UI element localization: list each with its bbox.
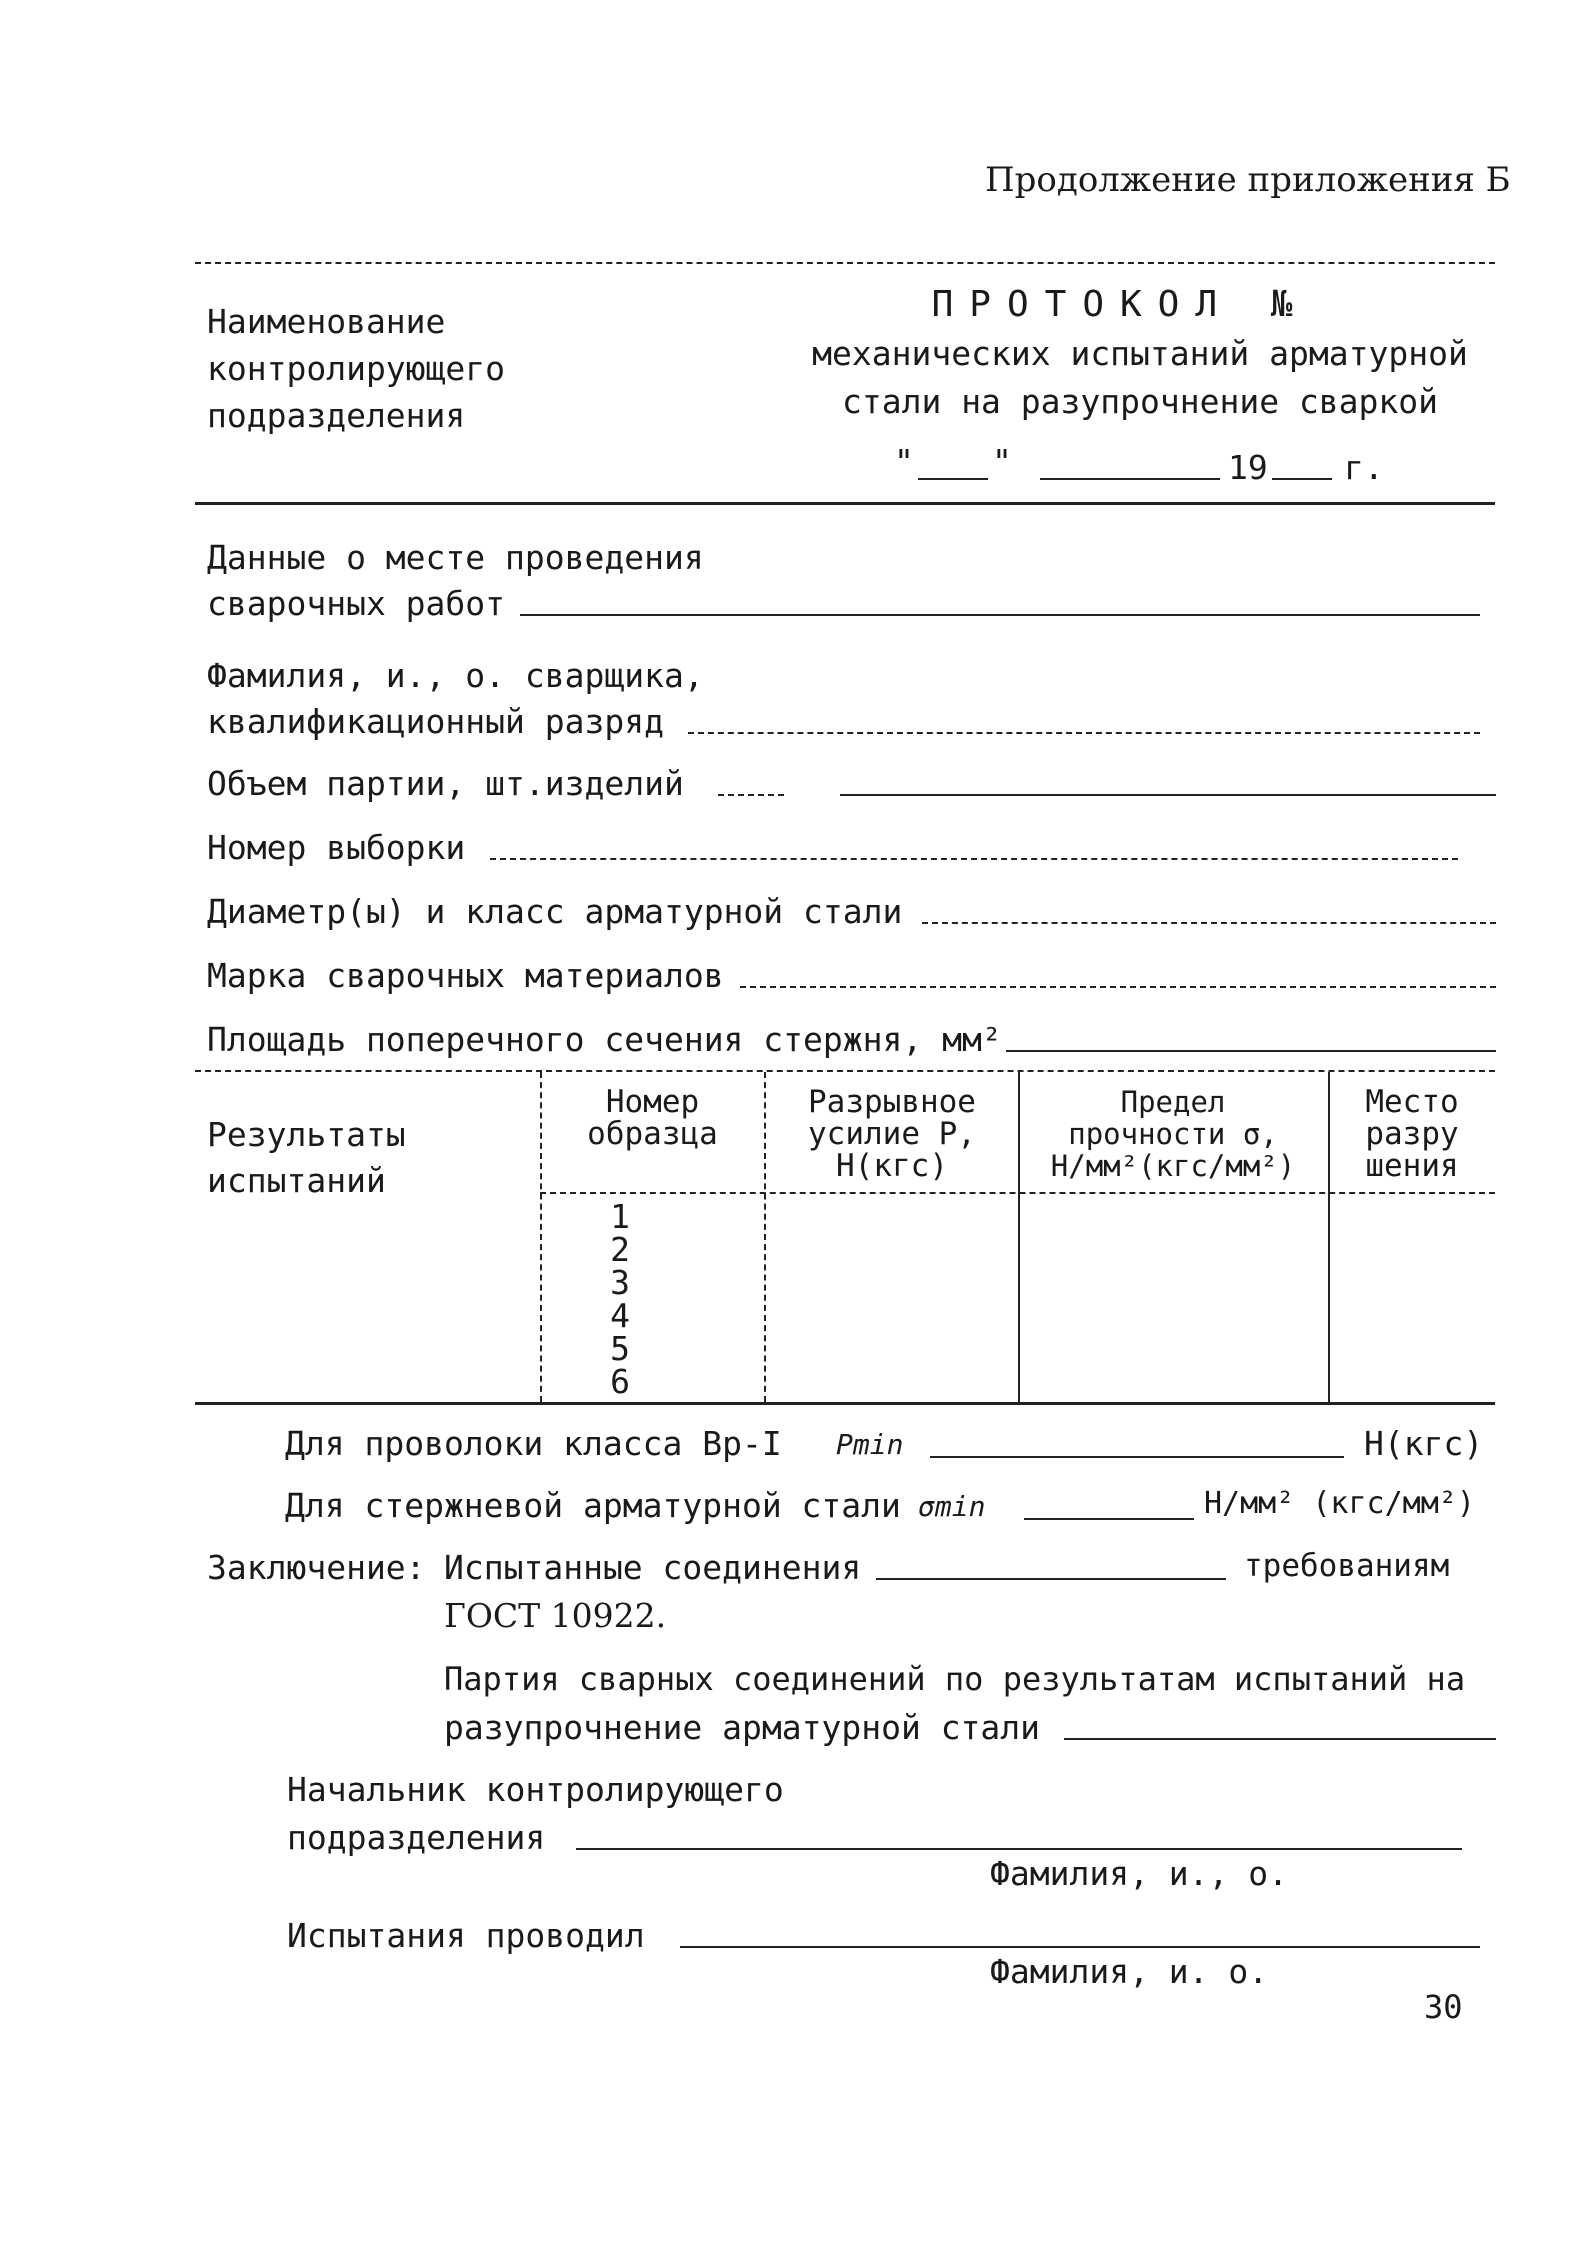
conclusion-text-1: Испытанные соединения: [444, 1548, 862, 1587]
protocol-subtitle-2: стали на разупрочнение сваркой: [841, 382, 1439, 421]
table-top-rule: [195, 1070, 1495, 1072]
protocol-title: ПРОТОКОЛ №: [931, 284, 1309, 325]
date-year-field[interactable]: [1272, 478, 1332, 480]
place-label-line2: сварочных работ: [207, 584, 506, 623]
sample-number: 3: [610, 1263, 630, 1302]
batch-field[interactable]: [840, 794, 1496, 796]
head-signature-field[interactable]: [576, 1848, 1462, 1850]
sample-number: 1: [610, 1197, 630, 1236]
column-header-strength-line2: прочности σ,: [1068, 1117, 1278, 1151]
column-header-sample: [545, 1086, 760, 1150]
sample-number: 5: [610, 1329, 630, 1368]
head-signature-label-line1: Начальник контролирующего: [287, 1770, 784, 1809]
batch-label: Объем партии, шт.изделий: [207, 764, 684, 803]
rod-criterion-label: Для стержневой арматурной стали: [285, 1486, 901, 1525]
date-month-field[interactable]: [1040, 478, 1220, 480]
conclusion-text-2: ГОСТ 10922.: [444, 1596, 667, 1635]
date-quote-open: ": [894, 442, 914, 481]
place-label-line1: Данные о месте проведения: [207, 538, 704, 577]
organization-label-line2: контролирующего: [207, 349, 506, 388]
head-signature-caption: Фамилия, и., о.: [990, 1854, 1289, 1893]
table-vline-2: [764, 1072, 766, 1402]
table-header-rule: [540, 1192, 1495, 1194]
tester-signature-caption: Фамилия, и. о.: [990, 1952, 1269, 1991]
tester-signature-field[interactable]: [680, 1946, 1480, 1948]
rod-criterion-symbol: σmin: [918, 1490, 986, 1523]
sample-field[interactable]: [490, 858, 1458, 860]
column-header-strength-line1: Предел: [1120, 1085, 1226, 1119]
conclusion-text-1-end: требованиям: [1244, 1548, 1450, 1584]
column-header-force-line1: Разрывное: [808, 1084, 976, 1120]
welder-label-line1: Фамилия, и., о. сварщика,: [207, 656, 704, 695]
date-day-field[interactable]: [918, 478, 988, 480]
column-header-force: [770, 1086, 1014, 1182]
area-label: Площадь поперечного сечения стержня, мм²: [207, 1020, 1002, 1059]
wire-criterion-label: Для проволоки класса Вр-I: [285, 1424, 782, 1463]
organization-label-line3: подразделения: [207, 396, 466, 435]
results-label-line2: испытаний: [207, 1161, 386, 1200]
page-number: 30: [1424, 1988, 1463, 2026]
table-vline-1: [540, 1072, 542, 1402]
diameter-label: Диаметр(ы) и класс арматурной стали: [207, 892, 903, 931]
rod-criterion-unit: Н/мм² (кгс/мм²): [1204, 1486, 1475, 1521]
rod-criterion-field[interactable]: [1024, 1518, 1194, 1520]
column-header-sample-line2: образца: [587, 1116, 718, 1152]
conclusion-compliance-field[interactable]: [876, 1578, 1226, 1580]
wire-criterion-unit: Н(кгс): [1364, 1424, 1484, 1463]
brand-field[interactable]: [740, 986, 1496, 988]
column-header-fracture: [1332, 1086, 1492, 1182]
column-header-force-line2: усилие Р,: [808, 1116, 976, 1152]
tester-signature-label: Испытания проводил: [287, 1916, 645, 1955]
brand-label: Марка сварочных материалов: [207, 956, 724, 995]
sample-number-list: [590, 1197, 650, 1401]
column-header-force-line3: Н(кгс): [836, 1148, 948, 1184]
date-quote-close: ": [992, 442, 1012, 481]
sample-number: 6: [610, 1362, 630, 1401]
welder-field[interactable]: [688, 732, 1480, 734]
column-header-sample-line1: Номер: [605, 1084, 700, 1120]
organization-label-line1: Наименование: [207, 302, 446, 341]
date-year-prefix: 19: [1228, 448, 1268, 487]
conclusion-text-3: Партия сварных соединений по результатам испытаний на: [444, 1660, 1466, 1698]
protocol-subtitle-1: механических испытаний арматурной: [812, 334, 1468, 373]
sample-number: 4: [610, 1296, 630, 1335]
column-header-fracture-line2: разру: [1365, 1116, 1459, 1152]
head-signature-label-line2: подразделения: [287, 1818, 546, 1857]
column-header-strength: [1020, 1086, 1326, 1182]
organization-label: [207, 298, 505, 439]
batch-field-count[interactable]: [718, 794, 784, 796]
table-bottom-rule: [195, 1402, 1495, 1405]
results-label: [207, 1112, 406, 1204]
wire-criterion-symbol: Pmin: [836, 1428, 904, 1461]
top-rule: [195, 262, 1495, 264]
column-header-strength-line3: Н/мм²(кгс/мм²): [1050, 1149, 1296, 1183]
place-field[interactable]: [520, 614, 1480, 616]
table-vline-4: [1328, 1072, 1330, 1402]
conclusion-text-4: разупрочнение арматурной стали: [444, 1708, 1041, 1747]
welder-label-line2: квалификационный разряд: [207, 702, 664, 741]
area-field[interactable]: [1006, 1050, 1496, 1052]
date-year-suffix: г.: [1344, 448, 1384, 487]
header-bottom-rule: [195, 502, 1495, 505]
diameter-field[interactable]: [922, 922, 1496, 924]
column-header-fracture-line1: Место: [1365, 1084, 1459, 1120]
sample-label: Номер выборки: [207, 828, 466, 867]
sample-number: 2: [610, 1230, 630, 1269]
conclusion-label: Заключение:: [207, 1548, 426, 1587]
conclusion-batch-field[interactable]: [1064, 1738, 1496, 1740]
results-label-line1: Результаты: [207, 1115, 406, 1154]
wire-criterion-field[interactable]: [930, 1456, 1344, 1458]
continuation-note: Продолжение приложения Б: [985, 160, 1511, 200]
column-header-fracture-line3: шения: [1365, 1148, 1459, 1184]
